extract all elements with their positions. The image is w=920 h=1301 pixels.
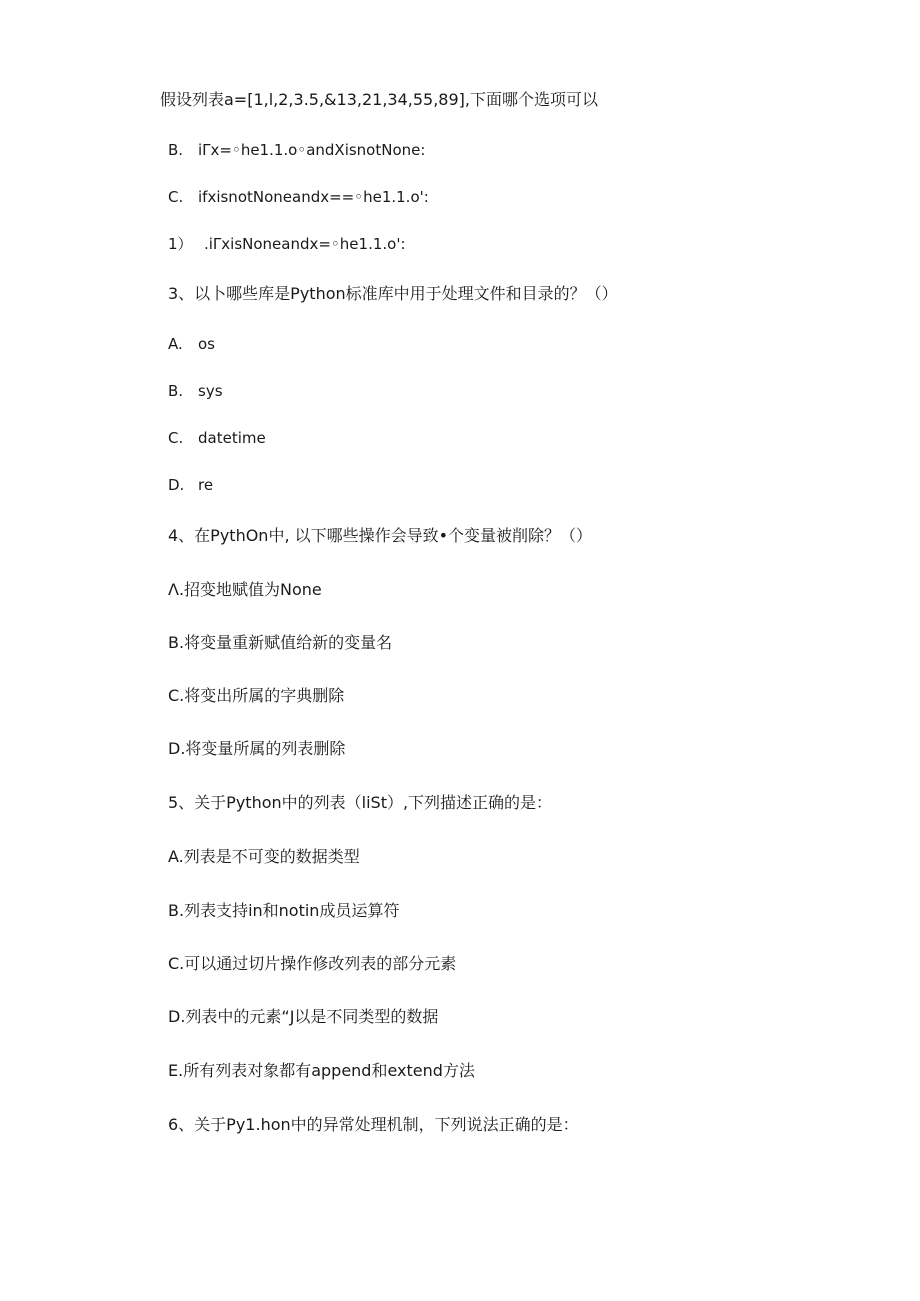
q4-stem: 4、在PythOn中, 以下哪些操作会导致•个变量被削除？（） [168, 526, 593, 545]
q3-option-a-label: A. [168, 335, 183, 353]
q4-option-c: C.将变出所属的字典删除 [168, 686, 345, 705]
q3-option-c-text: datetime [198, 429, 266, 447]
q3-option-a-text: os [198, 335, 215, 353]
q4-option-d: D.将变量所属的列表删除 [168, 739, 346, 758]
q2-option-b-label: B. [168, 141, 184, 159]
q2-option-d-text: .iΓxisNoneandx=◦he1.1.o': [204, 235, 406, 253]
q5-stem: 5、关于Python中的列表（liSt）,下列描述正确的是： [168, 793, 553, 812]
q2-option-b-text: iΓx=◦he1.1.o◦andXisnotNone: [198, 141, 426, 159]
q5-option-b: B.列表支持in和notin成员运算符 [168, 901, 400, 920]
q2-option-d-label: 1） [168, 235, 193, 253]
q5-option-e: E.所有列表对象都有append和extend方法 [168, 1061, 475, 1080]
q3-option-d-label: D. [168, 476, 185, 494]
q2-intro: 假设列表a=[1,l,2,3.5,&13,21,34,55,89],下面哪个选项可以 [160, 90, 598, 109]
q2-option-c-label: C. [168, 188, 184, 206]
q4-option-b: B.将变量重新赋值给新的变量名 [168, 633, 393, 652]
q2-option-c-text: ifxisnotNoneandx==◦he1.1.o': [198, 188, 429, 206]
q3-option-b-text: sys [198, 382, 223, 400]
q3-option-b-label: B. [168, 382, 184, 400]
q4-option-a: Λ.招变地赋值为None [168, 580, 322, 599]
q5-option-c: C.可以通过切片操作修改列表的部分元素 [168, 954, 457, 973]
q6-stem: 6、关于Py1.hon中的异常处理机制，下列说法正确的是： [168, 1115, 579, 1134]
q3-option-d-text: re [198, 476, 214, 494]
q5-option-a: A.列表是不可变的数据类型 [168, 847, 360, 866]
q3-option-c-label: C. [168, 429, 184, 447]
q5-option-d: D.列表中的元素“J以是不同类型的数据 [168, 1007, 439, 1026]
q3-stem: 3、以卜哪些库是Python标准库中用于处理文件和目录的？（） [168, 284, 618, 303]
